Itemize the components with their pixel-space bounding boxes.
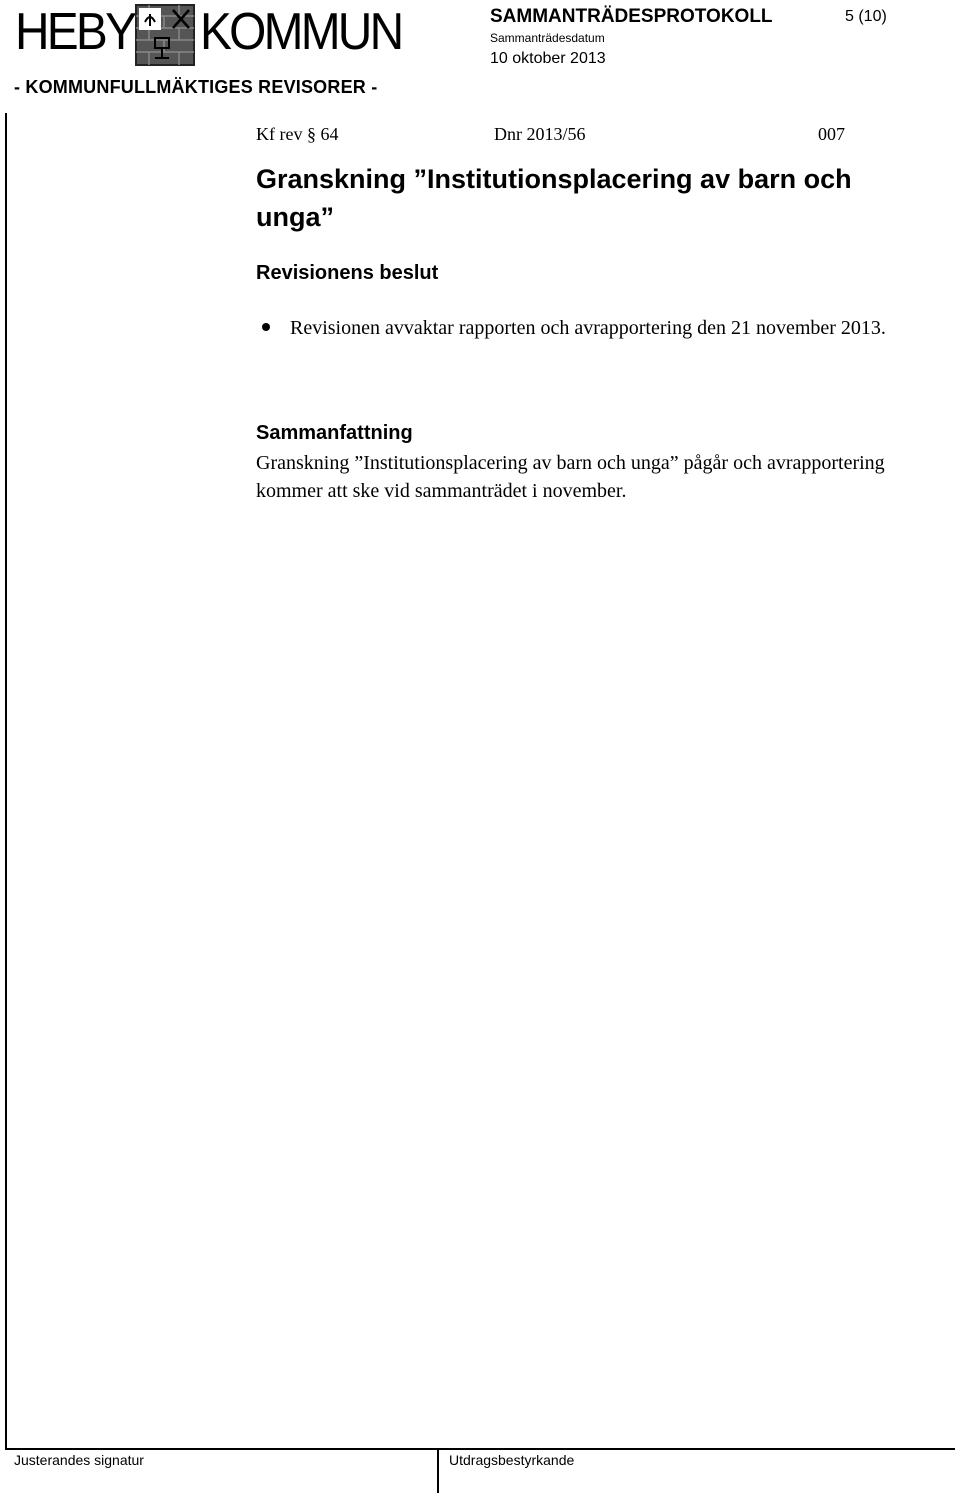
extract-certification-label: Utdragsbestyrkande: [449, 1452, 575, 1468]
summary-text: Granskning ”Institutionsplacering av barn och unga” pågår och avrapportering kommer att ske vid sammanträdet i november.: [256, 452, 885, 502]
left-margin-line: [5, 113, 7, 1448]
meeting-date: 10 oktober 2013: [490, 50, 606, 67]
bullet-icon: [262, 323, 270, 331]
decision-item: Revisionen avvaktar rapporten och avrapportering den 21 november 2013.: [290, 317, 886, 339]
logo-text-heby: HEBY: [15, 3, 135, 61]
page-title: Granskning ”Institutionsplacering av barn och unga”: [256, 164, 852, 232]
footer-column-divider: [437, 1448, 439, 1493]
diary-number: Dnr 2013/56: [494, 124, 586, 144]
paragraph-reference: Kf rev § 64: [256, 124, 339, 144]
organization-name: - KOMMUNFULLMÄKTIGES REVISORER -: [14, 77, 378, 97]
coat-of-arms-icon: [135, 4, 195, 66]
page-number: 5 (10): [845, 8, 887, 25]
logo-text-kommun: KOMMUN: [200, 3, 402, 61]
document-type: SAMMANTRÄDESPROTOKOLL: [490, 6, 773, 27]
signature-label: Justerandes signatur: [14, 1452, 144, 1468]
decision-heading: Revisionens beslut: [256, 262, 439, 284]
meeting-date-label: Sammanträdesdatum: [490, 31, 605, 45]
case-code: 007: [818, 124, 845, 144]
summary-heading: Sammanfattning: [256, 422, 413, 444]
footer-divider: [5, 1448, 955, 1450]
